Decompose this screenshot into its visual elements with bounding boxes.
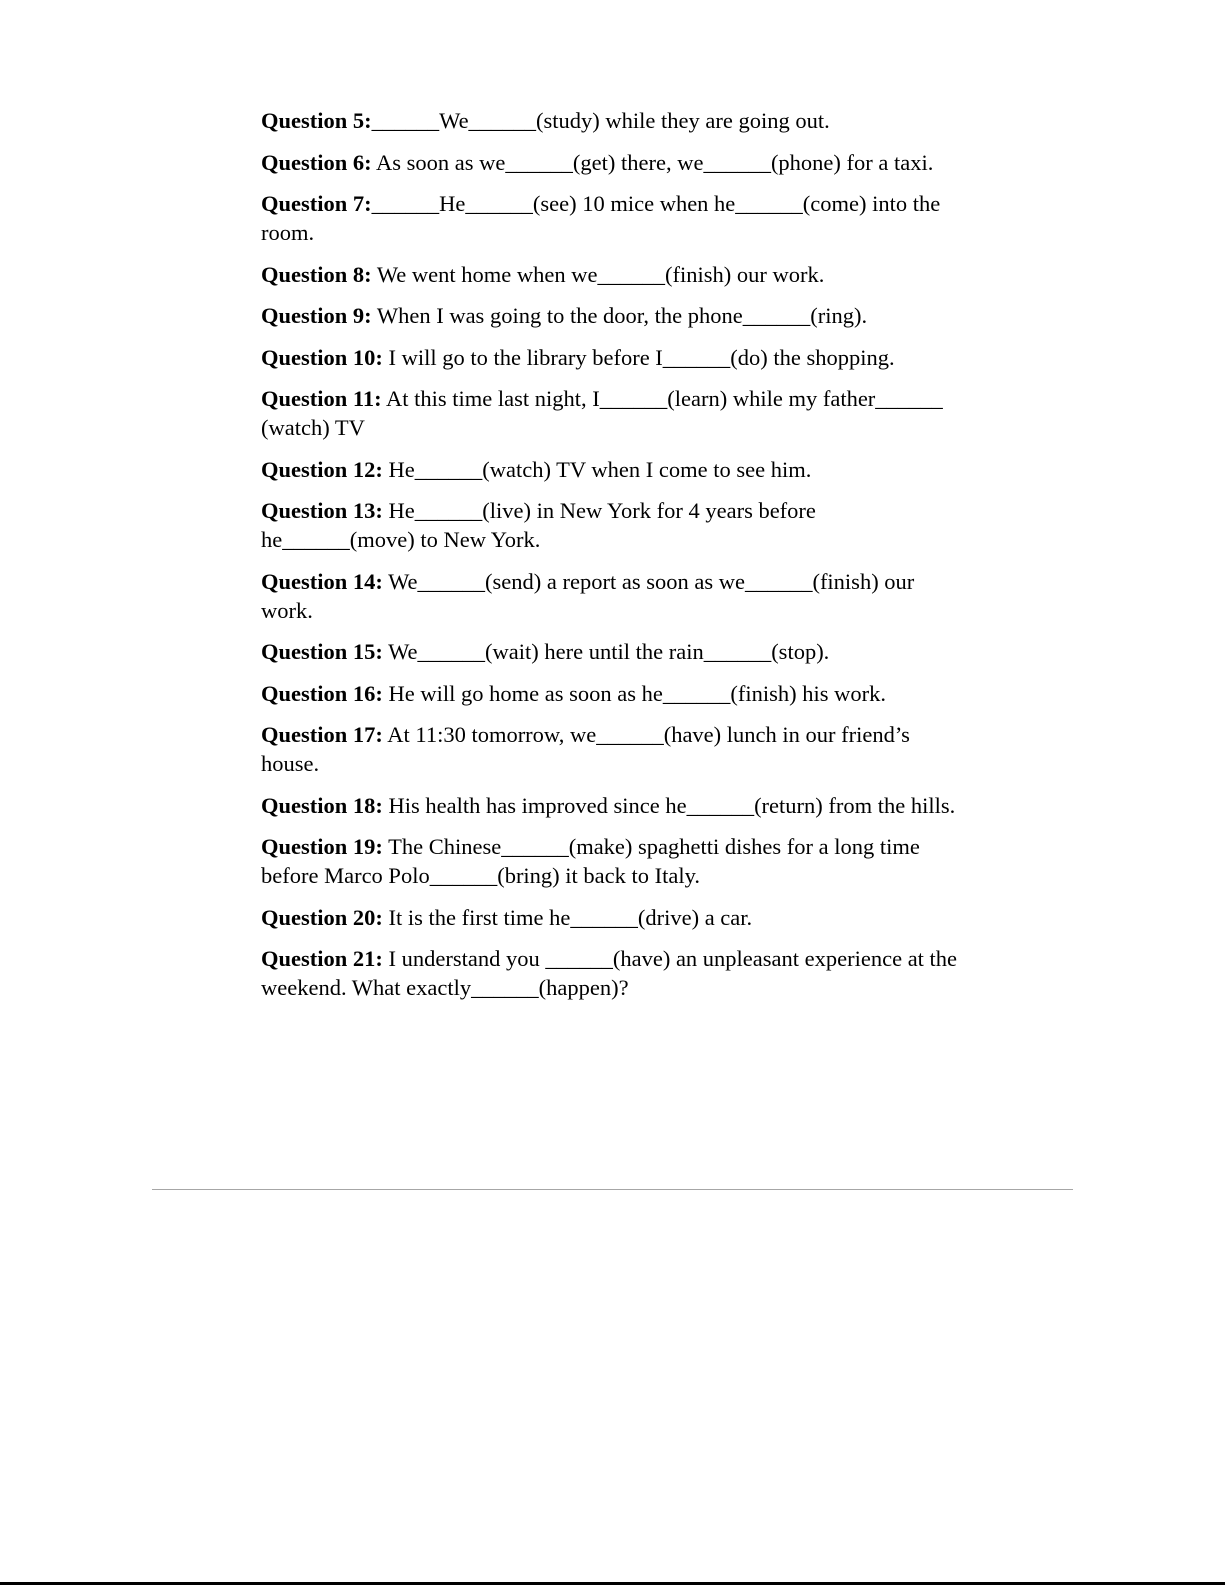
question-label: Question 14: (261, 568, 383, 594)
question-item (261, 343, 971, 372)
question-label: Question 11: (261, 386, 382, 411)
question-text: He will go home as soon as he______(finish) his work. (382, 680, 886, 706)
question-item (261, 832, 971, 890)
document-page (261, 106, 971, 1015)
question-item (261, 720, 971, 778)
question-text: ______He______(see) 10 mice when he______(come) into the room. (261, 191, 941, 245)
question-label: Question 10: (261, 344, 383, 370)
question-text: When I was going to the door, the phone______(ring). (371, 303, 868, 328)
question-item (261, 903, 971, 932)
question-item (261, 455, 971, 484)
question-label: Question 20: (261, 904, 383, 930)
question-label: Question 15: (261, 639, 383, 664)
question-item (261, 637, 971, 666)
question-item (261, 384, 971, 442)
question-text: I understand you ______(have) an unpleasant experience at the weekend. What exactly______(happen)? (261, 946, 958, 1000)
question-text: We______(wait) here until the rain______(stop). (382, 639, 830, 664)
question-label: Question 19: (261, 834, 383, 859)
question-text: The Chinese______(make) spaghetti dishes for a long time before Marco Polo______(bring) it back to Italy. (261, 834, 920, 888)
question-text: His health has improved since he______(return) from the hills. (382, 792, 956, 818)
question-text: ______We______(study) while they are going out. (371, 108, 830, 133)
question-item (261, 679, 971, 708)
question-text: I will go to the library before I______(do) the shopping. (382, 344, 895, 370)
question-label: Question 5: (261, 108, 372, 133)
page-divider (152, 1189, 1073, 1190)
question-label: Question 8: (261, 261, 372, 287)
question-label: Question 16: (261, 680, 383, 706)
question-label: Question 6: (261, 149, 372, 175)
question-text: At this time last night, I______(learn) while my father______ (watch) TV (261, 386, 943, 440)
question-text: It is the first time he______(drive) a car. (382, 904, 753, 930)
question-item (261, 791, 971, 820)
question-item (261, 496, 971, 554)
question-item (261, 106, 971, 135)
question-text: We went home when we______(finish) our work. (371, 261, 825, 287)
question-text: We______(send) a report as soon as we______(finish) our work. (261, 568, 915, 623)
question-label: Question 13: (261, 498, 383, 523)
question-text: He______(watch) TV when I come to see him. (382, 456, 812, 482)
question-item (261, 148, 971, 177)
question-item (261, 260, 971, 289)
question-text: At 11:30 tomorrow, we______(have) lunch in our friend’s house. (261, 722, 910, 776)
question-label: Question 7: (261, 191, 372, 216)
question-item (261, 567, 971, 625)
question-label: Question 12: (261, 456, 383, 482)
question-label: Question 21: (261, 946, 383, 971)
question-text: As soon as we______(get) there, we______(phone) for a taxi. (371, 149, 934, 175)
question-item (261, 189, 971, 247)
question-label: Question 17: (261, 722, 383, 747)
question-text: He______(live) in New York for 4 years before he______(move) to New York. (261, 498, 816, 552)
question-item (261, 301, 971, 330)
question-label: Question 18: (261, 792, 383, 818)
question-label: Question 9: (261, 303, 372, 328)
question-item (261, 944, 971, 1002)
